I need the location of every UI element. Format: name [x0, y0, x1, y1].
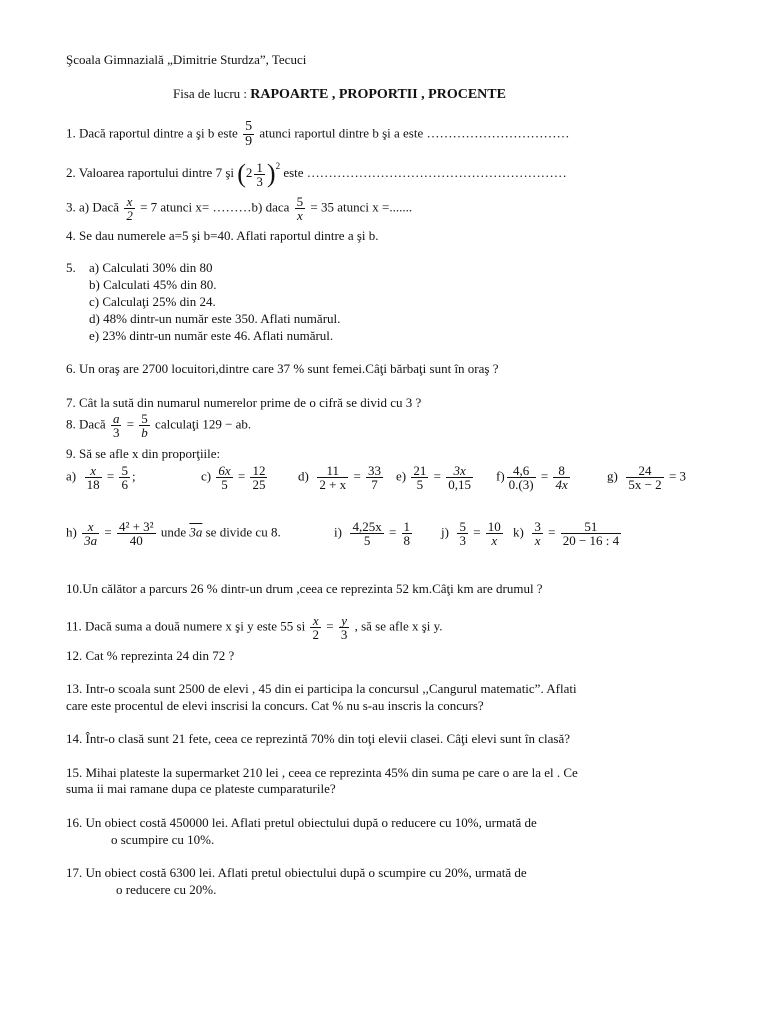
proportion-k: k) $\frac{3}{x}$ = $\frac{51}{20 - 16 : 4}$ — [513, 519, 620, 548]
problem-1-text-b: atunci raportul dintre b şi a este …………………………… — [259, 125, 570, 141]
problem-8: 8. Dacă $\frac{a}{3}$ = $\frac{5}{b}$ calculaţi 129 − ab. — [66, 411, 252, 440]
problem-11: 11. Dacă suma a două numere x şi y este 55 si $\frac{x}{2}$ = $\frac{y}{3}$ , să se afle x şi y. — [66, 613, 443, 642]
problem-16-line-1: 16. Un obiect costă 450000 lei. Aflati pretul obiectului după o reducere cu 10%, urmată de — [66, 815, 537, 830]
school-name: Şcoala Gimnazială „Dimitrie Sturdza”, Tecuci — [66, 52, 307, 67]
proportion-g: g) $\frac{24}{5x - 2}$ = 3 — [607, 463, 687, 492]
title-main: RAPOARTE , PROPORTII , PROCENTE — [250, 87, 506, 102]
problem-15-line-2: suma ii mai ramane dupa ce plateste cumparaturile? — [66, 781, 336, 796]
fraction-5-9: $\frac{5}{9}$ — [245, 119, 253, 149]
problem-12: 12. Cat % reprezinta 24 din 72 ? — [66, 648, 235, 663]
problem-5-item: c) Calculaţi 25% din 24. — [89, 294, 216, 309]
problem-4: 4. Se dau numerele a=5 şi b=40. Aflati raportul dintre a şi b. — [66, 228, 379, 243]
proportion-h: h) $\frac{x}{3a}$ = $\frac{\text{4² + 3²}}{40}$ unde 3a se divide cu 8. — [66, 519, 281, 548]
problem-7: 7. Cât la sută din numarul numerelor prime de o cifră se divid cu 3 ? — [66, 395, 422, 410]
problem-15-line-1: 15. Mihai plateste la supermarket 210 lei , ceea ce reprezinta 45% din suma pe care o are la el . Ce — [66, 765, 578, 780]
problem-10: 10.Un călător a parcurs 26 % dintr-un drum ,ceea ce reprezinta 52 km.Câţi km are drumul ? — [66, 581, 543, 596]
proportion-c: c) $\frac{6x}{5}$ = $\frac{12}{25}$ — [201, 463, 266, 492]
page-title — [173, 86, 506, 103]
problem-2-text-b: este …………………………………………………… — [283, 165, 567, 180]
fraction-5-x: $\frac{5}{x}$ — [296, 194, 304, 223]
problem-5-item: d) 48% dintr-un număr este 350. Aflati numărul. — [89, 311, 341, 326]
proportion-a: a) $\frac{x}{18}$ = $\frac{5}{6}$ ; — [66, 463, 136, 492]
fraction-x-2: $\frac{x}{2}$ — [126, 194, 133, 223]
problem-5-item: a) Calculati 30% din 80 — [89, 260, 213, 275]
proportion-f: f) $\frac{4,6}{0.(3)}$ = $\frac{8}{4x}$ — [496, 463, 568, 492]
problem-1-text-a: 1. Dacă raportul dintre a şi b este — [66, 125, 238, 141]
proportion-i: i) $\frac{4,25x}{5}$ = $\frac{1}{8}$ — [334, 519, 411, 548]
problem-17-line-1: 17. Un obiect costă 6300 lei. Aflati pretul obiectului după o scumpire cu 20%, urmată de — [66, 865, 527, 880]
problem-5-number: 5. — [66, 260, 76, 275]
problem-2-text-a: 2. Valoarea raportului dintre 7 şi — [66, 165, 234, 180]
problem-13-line-2: care este procentul de elevi inscrisi la concurs. Cat % nu s-au inscris la concurs? — [66, 698, 484, 713]
problem-5-item: e) 23% dintr-un număr este 46. Aflati numărul. — [89, 328, 334, 343]
problem-2 — [66, 158, 567, 188]
problem-5-item: b) Calculati 45% din 80. — [89, 277, 217, 292]
title-prefix: Fisa de lucru : — [173, 86, 248, 101]
problem-9: 9. Să se afle x din proporţiile: — [66, 446, 221, 461]
problem-13-line-1: 13. Intr-o scoala sunt 2500 de elevi , 45 din ei participa la concursul ,,Cangurul matematic”. Aflati — [66, 681, 577, 696]
proportion-d: d) $\frac{11}{2 + x}$ = $\frac{33}{7}$ — [298, 463, 382, 492]
problem-6: 6. Un oraş are 2700 locuitori,dintre care 37 % sunt femei.Câţi bărbaţi sunt în oraş ? — [66, 361, 499, 376]
problem-1 — [66, 120, 569, 149]
problem-14: 14. Într-o clasă sunt 21 fete, ceea ce reprezintă 70% din toţi elevii clasei. Câţi elevi sunt în clasă? — [66, 731, 571, 746]
proportion-j: j) $\frac{5}{3}$ = $\frac{10}{x}$ — [441, 519, 501, 548]
mixed-number: (2 $\frac{1}{3}$ )$^2$ — [237, 159, 281, 189]
proportion-e: e) $\frac{21}{5}$ = $\frac{3x}{0,15}$ — [396, 463, 471, 492]
problem-16-line-2: o scumpire cu 10%. — [111, 832, 215, 847]
problem-3: 3. a) Dacă $\frac{x}{2}$ = 7 atunci x= ………b) daca $\frac{5}{x}$ = 35 atunci x =....... — [66, 194, 413, 223]
problem-17-line-2: o reducere cu 20%. — [116, 882, 217, 897]
